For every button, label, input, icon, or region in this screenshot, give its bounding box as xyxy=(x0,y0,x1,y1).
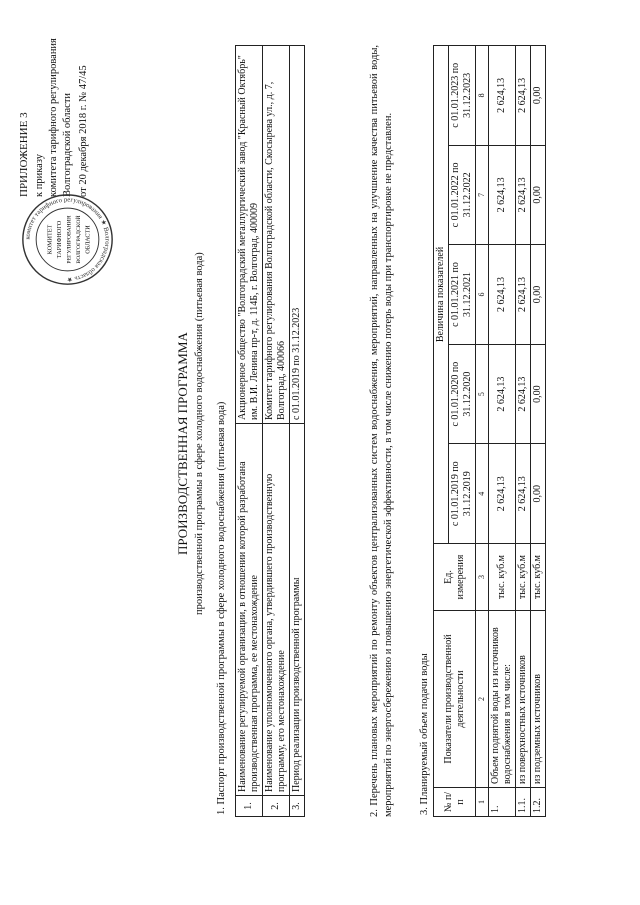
col-index: 5 xyxy=(476,344,489,444)
value-cell: 2 624,13 xyxy=(515,344,530,444)
unit-cell: тыс. куб.м xyxy=(515,544,530,611)
seal-line-2: ТАРИФНОГО xyxy=(56,220,63,259)
table-row xyxy=(263,46,290,817)
col-index: 3 xyxy=(476,544,489,611)
table-row xyxy=(515,46,530,817)
row-number: 2. xyxy=(263,796,290,817)
appendix-label: ПРИЛОЖЕНИЕ 3 xyxy=(18,112,30,197)
header-values-group: Величина показателей xyxy=(434,46,449,544)
passport-value: Комитет тарифного регулирования Волгоградской области, Скосырева ул., д. 7, Волгоград, 400066 xyxy=(263,46,290,424)
period-header: с 01.01.2022 по 31.12.2022 xyxy=(449,145,476,245)
col-index: 4 xyxy=(476,444,489,544)
value-cell: 2 624,13 xyxy=(488,245,515,345)
value-cell: 2 624,13 xyxy=(515,145,530,245)
passport-label: Наименование регулируемой организации, в отношении которой разработана производственная программа, ее местонахождение xyxy=(236,424,263,796)
svg-text:комитет тарифного регулировани: комитет тарифного регулирования ★ Волгоградская область ★ xyxy=(24,196,111,283)
section1-heading: 1. Паспорт производственной программы в сфере холодного водоснабжения (питьевая вода) xyxy=(216,401,227,815)
indicator-name: Объем поднятой воды из источников водоснабжения в том числе: xyxy=(488,611,515,788)
water-volume-table xyxy=(433,45,546,817)
page-subtitle: производственной программы в сфере холодного водоснабжения (питьевая вода) xyxy=(194,252,205,615)
row-number: 1.2. xyxy=(530,788,545,817)
passport-label: Период реализации производственной программы xyxy=(290,424,305,796)
unit-cell: тыс. куб.м xyxy=(488,544,515,611)
passport-value: Акционерное общество "Волгоградский металлургический завод "Красный Октябрь" им. В.И. Ленина пр-т, д. 114Б, г. Волгоград, 400009 xyxy=(236,46,263,424)
table-row xyxy=(236,46,263,817)
col-index: 2 xyxy=(476,611,489,788)
seal-line-3: РЕГУЛИРОВАНИЯ xyxy=(66,215,73,264)
table-row xyxy=(488,46,515,817)
header-unit: Ед. измерения xyxy=(434,544,476,611)
col-index: 1 xyxy=(476,788,489,817)
period-header: с 01.01.2021 по 31.12.2021 xyxy=(449,245,476,345)
region-label: Волгоградской области xyxy=(62,92,73,197)
value-cell: 2 624,13 xyxy=(488,46,515,146)
seal-line-1: КОМИТЕТ xyxy=(47,224,54,255)
table-row xyxy=(530,46,545,817)
period-header: с 01.01.2023 по 31.12.2023 xyxy=(449,46,476,146)
seal-line-5: ОБЛАСТИ xyxy=(85,225,92,254)
header-indicator: Показатели производственной деятельности xyxy=(434,611,476,788)
col-index: 8 xyxy=(476,46,489,146)
col-index: 7 xyxy=(476,145,489,245)
value-cell: 2 624,13 xyxy=(515,245,530,345)
passport-label: Наименование уполномоченного органа, утвердившего производственную программу, его местонахождение xyxy=(263,424,290,796)
unit-cell: тыс. куб.м xyxy=(530,544,545,611)
value-cell: 0,00 xyxy=(530,444,545,544)
value-cell: 2 624,13 xyxy=(488,145,515,245)
indicator-name: из подземных источников xyxy=(530,611,545,788)
committee-label: комитета тарифного регулирования xyxy=(48,38,59,197)
value-cell: 2 624,13 xyxy=(515,46,530,146)
order-label: к приказу xyxy=(34,154,45,197)
section2-text: 2. Перечень плановых мероприятий по ремонту объектов централизованных систем водоснабжения, мероприятий, направленных на улучшение качества питьевой воды, мероприятий по энергосбережению и повышению энергетической эффективности, в том числе снижению потерь воды при транспортировке не представлен. xyxy=(369,45,394,817)
row-number: 1. xyxy=(236,796,263,817)
value-cell: 2 624,13 xyxy=(488,344,515,444)
row-number: 3. xyxy=(290,796,305,817)
row-number: 1.1. xyxy=(515,788,530,817)
table-row xyxy=(290,46,305,817)
page-title: ПРОИЗВОДСТВЕННАЯ ПРОГРАММА xyxy=(175,332,190,555)
value-cell: 2 624,13 xyxy=(488,444,515,544)
value-cell: 0,00 xyxy=(530,245,545,345)
period-header: с 01.01.2019 по 31.12.2019 xyxy=(449,444,476,544)
official-seal xyxy=(20,192,115,287)
seal-line-4: ВОЛГОГРАДСКОЙ xyxy=(75,215,82,264)
period-header: с 01.01.2020 по 31.12.2020 xyxy=(449,344,476,444)
order-date-number: от 20 декабря 2018 г. № 47/45 xyxy=(78,65,89,197)
indicator-name: из поверхностных источников xyxy=(515,611,530,788)
passport-table xyxy=(235,45,305,817)
col-index: 6 xyxy=(476,245,489,345)
row-number: 1. xyxy=(488,788,515,817)
value-cell: 2 624,13 xyxy=(515,444,530,544)
header-num: № п/п xyxy=(434,788,476,817)
section3-heading: 3. Планируемый объем подачи воды xyxy=(419,653,430,815)
passport-value: с 01.01.2019 по 31.12.2023 xyxy=(290,46,305,424)
value-cell: 0,00 xyxy=(530,46,545,146)
value-cell: 0,00 xyxy=(530,145,545,245)
value-cell: 0,00 xyxy=(530,344,545,444)
